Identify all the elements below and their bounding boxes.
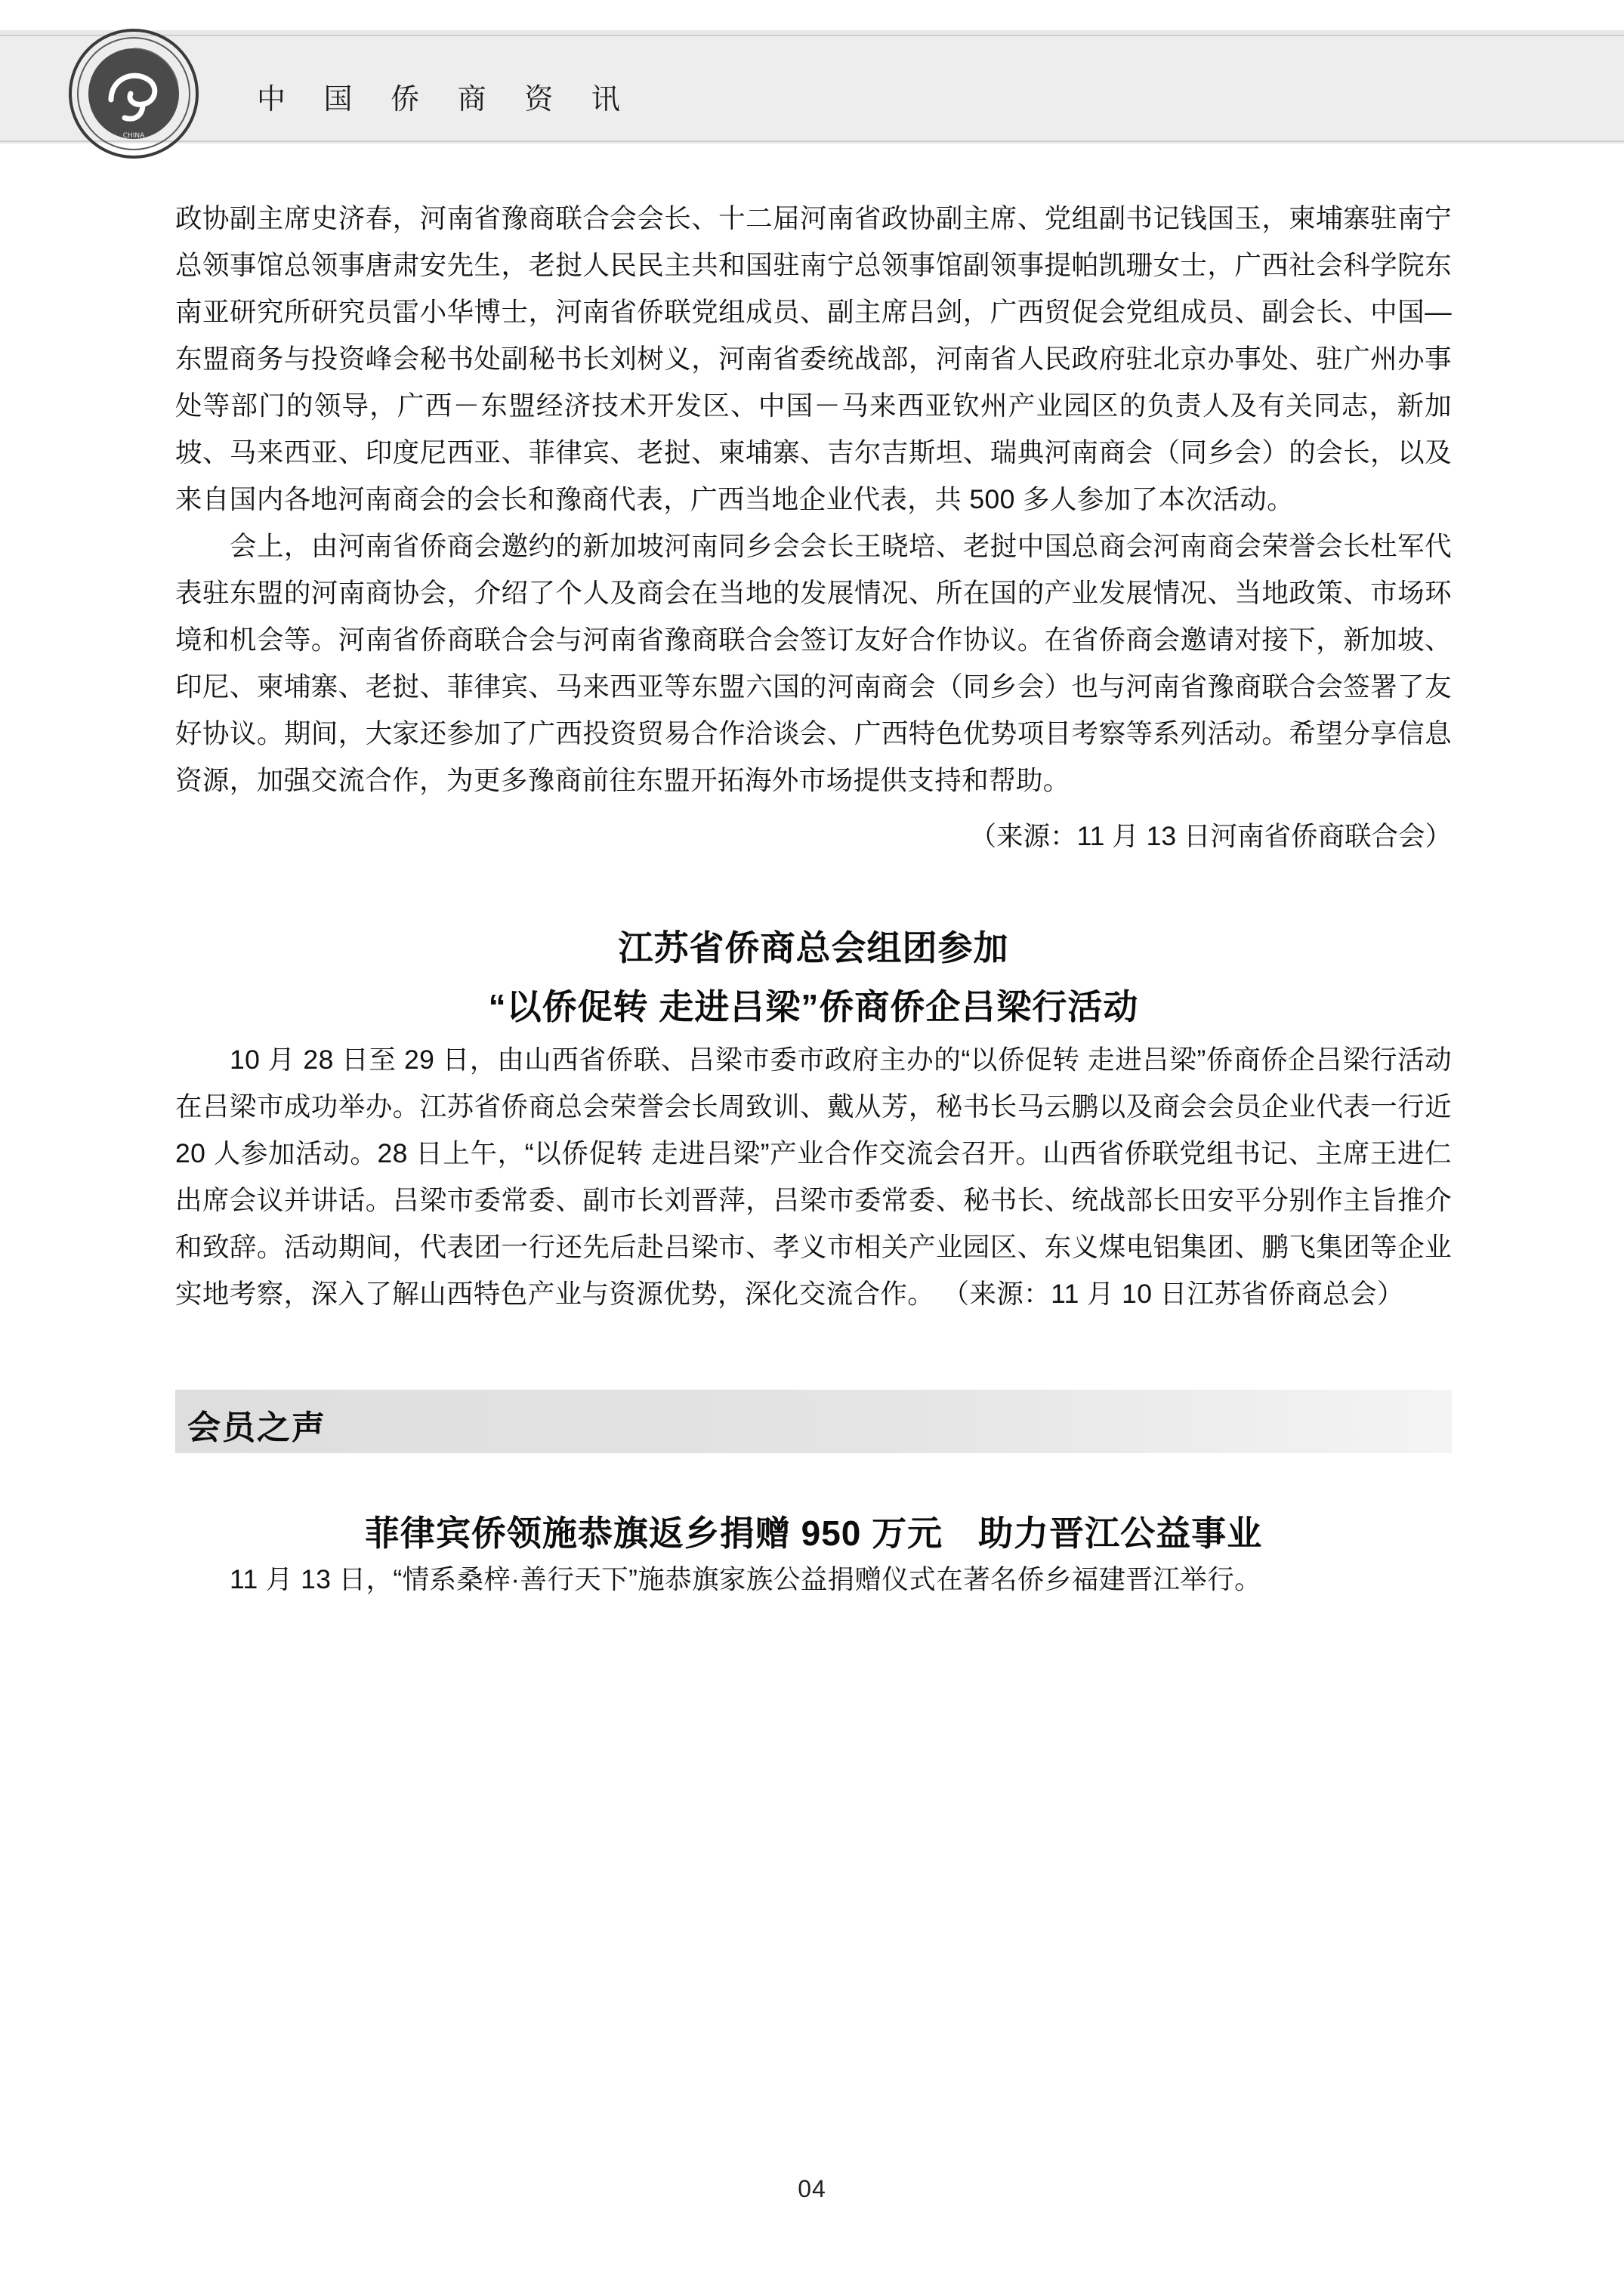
article3-title: 菲律宾侨领施恭旗返乡捐赠 950 万元 助力晋江公益事业 <box>364 1514 1263 1553</box>
page-content <box>175 195 1452 1603</box>
header-title: 中 国 侨 商 资 讯 <box>257 84 635 116</box>
page-header <box>0 0 1624 174</box>
page-number: 04 <box>798 2175 826 2202</box>
header-band <box>0 35 1624 142</box>
article2-paragraph: 10 月 28 日至 29 日，由山西省侨联、吕梁市委市政府主办的“以侨促转 走进吕梁”侨商侨企吕梁行活动在吕梁市成功举办。江苏省侨商总会荣誉会长周致训、戴从芳，秘书长马云鹏以及商会会员企业代表一行近 20 人参加活动。28 日上午，“以侨促转 走进吕梁”产业合作交流会召开。山西省侨联党组书记、主席王进仁出席会议并讲话。吕梁市委常委、副市长刘晋萍，吕梁市委常委、秘书长、统战部长田安平分别作主旨推介和致辞。活动期间，代表团一行还先后赴吕梁市、孝义市相关产业园区、东义煤电铝集团、鹏飞集团等企业实地考察，深入了解山西特色产业与资源优势，深化交流合作。 （来源：11 月 10 日江苏省侨商总会） <box>175 1045 1452 1309</box>
article3-paragraph: 11 月 13 日，“情系桑梓·善行天下”施恭旗家族公益捐赠仪式在著名侨乡福建晋江举行。 <box>230 1564 1261 1594</box>
section-band-member-voice <box>175 1390 1452 1453</box>
article2-heading <box>175 918 1452 1036</box>
article2-title-line2: “以侨促转 走进吕梁”侨商侨企吕梁行活动 <box>488 987 1139 1026</box>
svg-text:CHINA: CHINA <box>122 132 145 140</box>
article1-paragraph-2: 会上，由河南省侨商会邀约的新加坡河南同乡会会长王晓培、老挝中国总商会河南商会荣誉会长杜军代表驻东盟的河南商协会，介绍了个人及商会在当地的发展情况、所在国的产业发展情况、当地政策、市场环境和机会等。河南省侨商联合会与河南省豫商联合会签订友好合作协议。在省侨商会邀请对接下，新加坡、印尼、柬埔寨、老挝、菲律宾、马来西亚等东盟六国的河南商会（同乡会）也与河南省豫商联合会签署了友好协议。期间，大家还参加了广西投资贸易合作洽谈会、广西特色优势项目考察等系列活动。希望分享信息资源，加强交流合作，为更多豫商前往东盟开拓海外市场提供支持和帮助。 <box>175 531 1452 795</box>
article1-paragraph-1: 政协副主席史济春，河南省豫商联合会会长、十二届河南省政协副主席、党组副书记钱国玉，柬埔寨驻南宁总领事馆总领事唐肃安先生，老挝人民民主共和国驻南宁总领事馆副领事提帕凯珊女士，广西社会科学院东南亚研究所研究员雷小华博士，河南省侨联党组成员、副主席吕剑，广西贸促会党组成员、副会长、中国—东盟商务与投资峰会秘书处副秘书长刘树义，河南省委统战部，河南省人民政府驻北京办事处、驻广州办事处等部门的领导，广西－东盟经济技术开发区、中国－马来西亚钦州产业园区的负责人及有关同志，新加坡、马来西亚、印度尼西亚、菲律宾、老挝、柬埔寨、吉尔吉斯坦、瑞典河南商会（同乡会）的会长，以及来自国内各地河南商会的会长和豫商代表，广西当地企业代表，共 500 多人参加了本次活动。 <box>175 203 1452 514</box>
article1-source: （来源：11 月 13 日河南省侨商联合会） <box>969 821 1452 851</box>
article2-title-line1: 江苏省侨商总会组团参加 <box>618 928 1009 968</box>
section-band-label: 会员之声 <box>187 1409 326 1446</box>
organization-logo-icon <box>64 24 204 164</box>
